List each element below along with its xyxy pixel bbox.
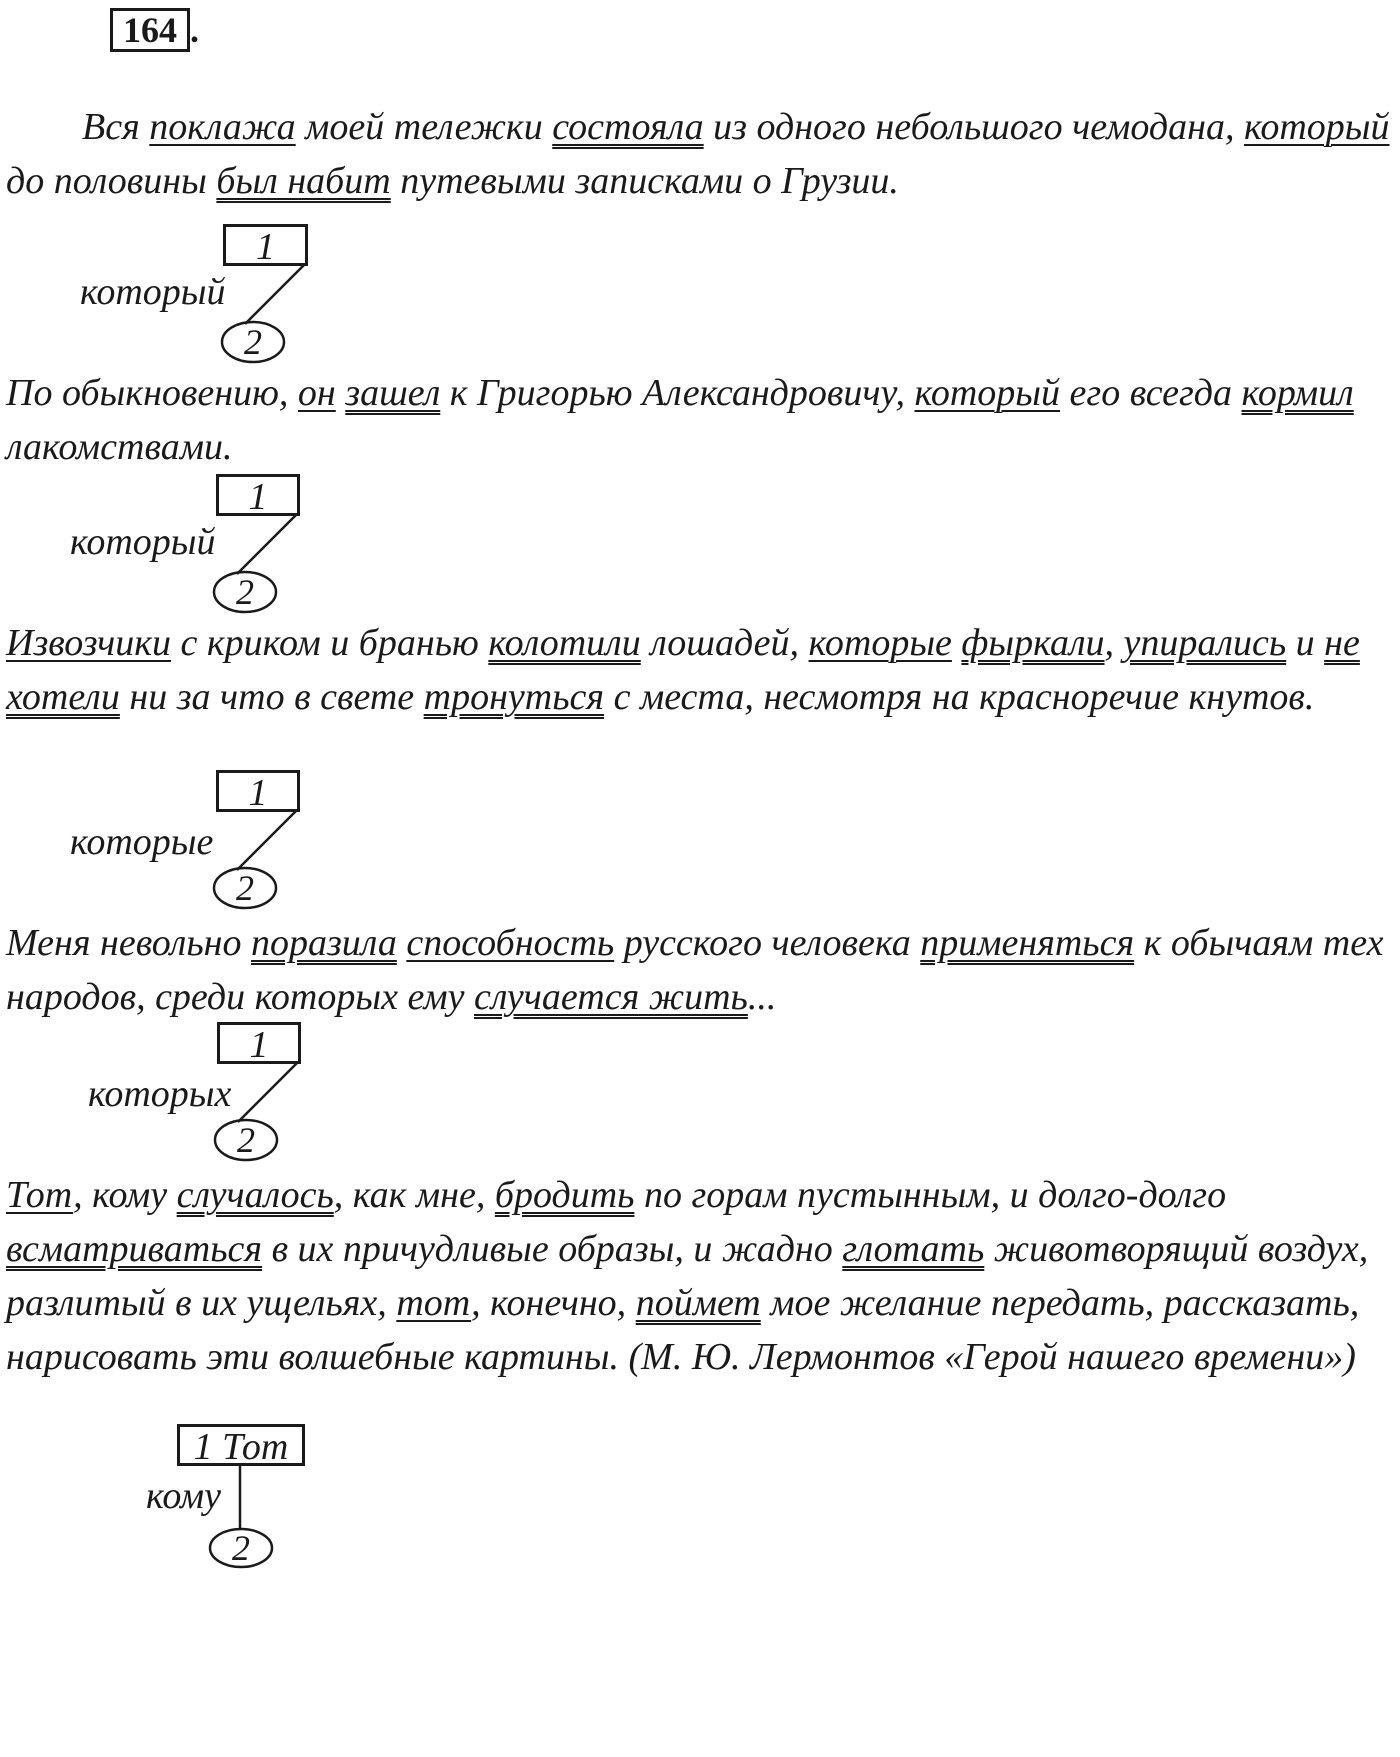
text-segment: лакомствами. bbox=[6, 426, 233, 468]
predicate-word: всматриваться bbox=[6, 1228, 263, 1270]
paragraph-5 bbox=[6, 1168, 1396, 1384]
paragraph-4 bbox=[6, 916, 1396, 1024]
text-segment: из одного небольшого чемодана, bbox=[703, 106, 1245, 148]
text-segment: , конечно, bbox=[471, 1282, 636, 1324]
scheme-1-subordinate-circle bbox=[0, 222, 400, 372]
text-segment: до половины bbox=[6, 160, 217, 202]
text-segment: По обыкновению, bbox=[6, 372, 298, 414]
paragraph-3 bbox=[6, 616, 1396, 724]
scheme-2-subordinate-circle bbox=[0, 472, 400, 622]
text-segment: , как мне, bbox=[333, 1174, 495, 1216]
text-segment bbox=[397, 922, 407, 964]
subject-word: способность bbox=[406, 922, 615, 964]
text-segment: лошадей, bbox=[640, 622, 809, 664]
predicate-word: упирались bbox=[1123, 622, 1287, 664]
subject-word: Извозчики bbox=[6, 622, 171, 664]
scheme-1-main-clause-box: 1 bbox=[223, 224, 308, 266]
scheme-5-main-clause-box: 1 Тот bbox=[177, 1424, 305, 1466]
text-segment: Меня невольно bbox=[6, 922, 251, 964]
scheme-2-subordinate-label: 2 bbox=[236, 572, 254, 612]
text-segment: животворящий воздух, разлитый в их ущельях, bbox=[6, 1228, 1369, 1324]
predicate-word: глотать bbox=[842, 1228, 985, 1270]
subject-word: который bbox=[1244, 106, 1390, 148]
scheme-1-conjunction: который bbox=[80, 271, 226, 313]
text-segment: с криком и бранью bbox=[171, 622, 489, 664]
predicate-word: был набит bbox=[216, 160, 391, 202]
text-segment: по горам пустынным, и долго-долго bbox=[634, 1174, 1227, 1216]
text-segment: его всегда bbox=[1060, 372, 1242, 414]
text-segment: русского человека bbox=[614, 922, 921, 964]
predicate-word: зашел bbox=[345, 372, 441, 414]
text-segment: и bbox=[1286, 622, 1325, 664]
subject-word: поклажа bbox=[149, 106, 296, 148]
text-segment: мое желание передать, рассказать, нарисовать эти волшебные картины. (М. Ю. Лермонтов «Герой нашего времени») bbox=[6, 1282, 1360, 1378]
subject-word: он bbox=[297, 372, 336, 414]
subject-word: которые bbox=[808, 622, 952, 664]
predicate-word: тронуться bbox=[423, 676, 605, 718]
text-segment: к обычаям тех народов, среди которых ему bbox=[6, 922, 1384, 1018]
text-segment bbox=[336, 372, 346, 414]
text-segment: , bbox=[1104, 622, 1124, 664]
text-segment: Вся bbox=[6, 106, 150, 148]
scheme-4-subordinate-label: 2 bbox=[237, 1120, 255, 1160]
text-segment: в их причудливые образы, и жадно bbox=[262, 1228, 843, 1270]
exercise-number-box: 164 bbox=[110, 8, 190, 52]
predicate-word: не хотели bbox=[6, 622, 1360, 718]
scheme-4-subordinate-circle bbox=[0, 1020, 400, 1170]
paragraph-1 bbox=[6, 100, 1396, 208]
scheme-3-main-clause-box: 1 bbox=[216, 770, 300, 812]
text-segment: путевыми записками о Грузии. bbox=[390, 160, 899, 202]
predicate-word: поразила bbox=[250, 922, 397, 964]
predicate-word: состояла bbox=[552, 106, 704, 148]
scheme-2-main-clause-box: 1 bbox=[216, 474, 300, 516]
text-segment: с места, несмотря на красноречие кнутов. bbox=[604, 676, 1315, 718]
predicate-word: фыркали bbox=[961, 622, 1105, 664]
text-segment: к Григорью Александровичу, bbox=[440, 372, 915, 414]
subject-word: Тот bbox=[6, 1174, 74, 1216]
scheme-5-subordinate-label: 2 bbox=[232, 1528, 250, 1568]
text-segment: , кому bbox=[73, 1174, 177, 1216]
scheme-4-main-clause-box: 1 bbox=[217, 1022, 301, 1064]
scheme-5-subordinate-circle bbox=[0, 1422, 400, 1602]
subject-word: который bbox=[914, 372, 1061, 414]
predicate-word: применяться bbox=[920, 922, 1135, 964]
text-segment: ... bbox=[747, 976, 777, 1018]
predicate-word: случалось bbox=[176, 1174, 334, 1216]
scheme-5-conjunction: кому bbox=[146, 1475, 221, 1517]
text-segment bbox=[952, 622, 962, 664]
predicate-word: колотили bbox=[488, 622, 641, 664]
exercise-number bbox=[110, 8, 199, 52]
scheme-4-conjunction: которых bbox=[88, 1073, 232, 1115]
predicate-word: случается жить bbox=[474, 976, 748, 1018]
paragraph-2 bbox=[6, 366, 1396, 474]
scheme-2-conjunction: который bbox=[70, 521, 216, 563]
scheme-1-subordinate-label: 2 bbox=[244, 322, 262, 362]
scheme-3-conjunction: которые bbox=[70, 821, 214, 863]
exercise-number-period: . bbox=[190, 10, 199, 50]
subject-word: тот bbox=[396, 1282, 472, 1324]
text-segment: моей тележки bbox=[295, 106, 553, 148]
text-segment: ни за что в свете bbox=[119, 676, 424, 718]
scheme-3-subordinate-label: 2 bbox=[236, 868, 254, 908]
predicate-word: поймет bbox=[635, 1282, 761, 1324]
scheme-3-subordinate-circle bbox=[0, 768, 400, 918]
predicate-word: кормил bbox=[1241, 372, 1354, 414]
predicate-word: бродить bbox=[494, 1174, 635, 1216]
